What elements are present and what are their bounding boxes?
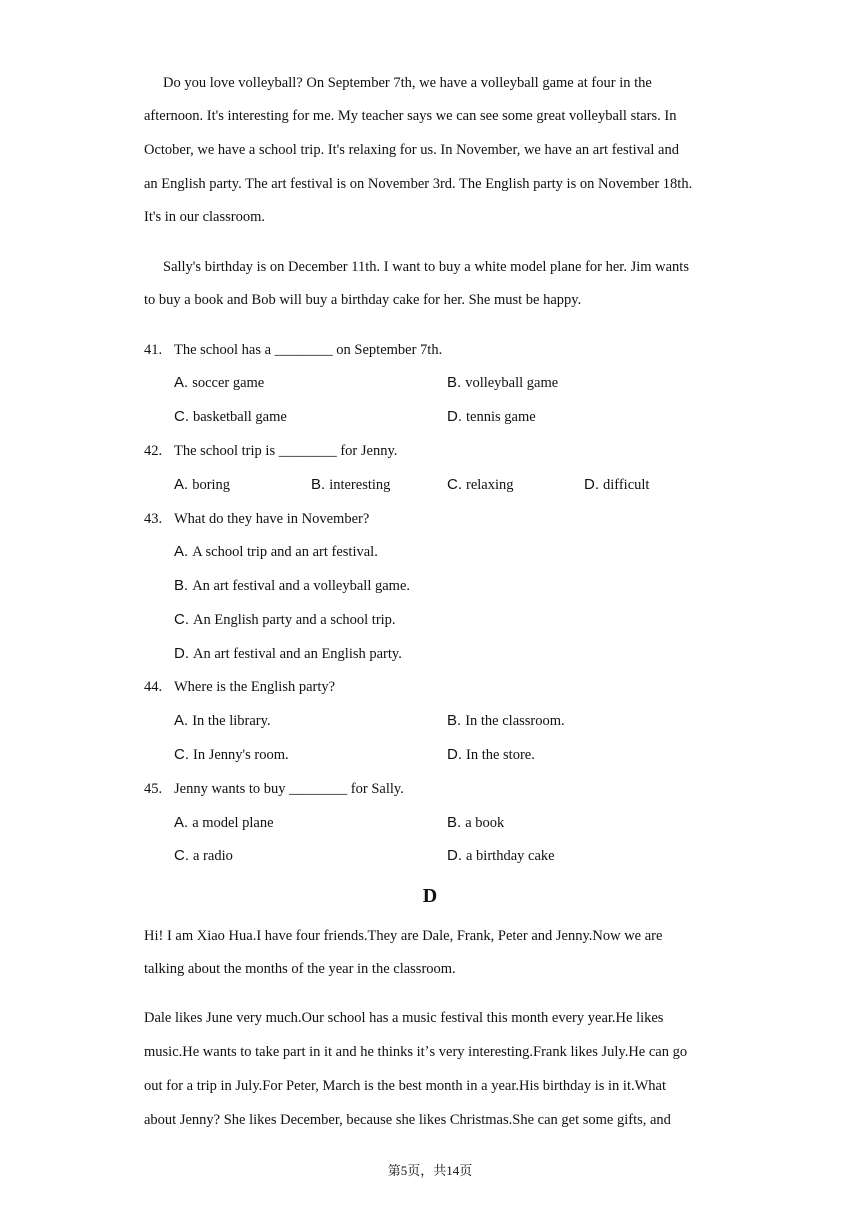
option-c: C. relaxing xyxy=(447,476,514,493)
option-b: B. volleyball game xyxy=(447,374,559,391)
text-line: talking about the months of the year in the classroom. xyxy=(144,961,456,977)
question-number: 44. xyxy=(144,679,163,695)
option-b: B. interesting xyxy=(311,476,391,493)
text-line: an English party. The art festival is on November 3rd. The English party is on November 18th. xyxy=(144,176,693,192)
text-line: Do you love volleyball? On September 7th, we have a volleyball game at four in the xyxy=(163,75,652,91)
option-c: C. a radio xyxy=(174,847,233,864)
option-d: D. In the store. xyxy=(447,746,535,763)
text-line: to buy a book and Bob will buy a birthday cake for her. She must be happy. xyxy=(144,292,582,308)
text-line: Dale likes June very much.Our school has a music festival this month every year.He likes xyxy=(144,1010,664,1026)
question-text: The school trip is ________ for Jenny. xyxy=(174,443,398,459)
text-line: afternoon. It's interesting for me. My teacher says we can see some great volleyball stars. In xyxy=(144,108,677,124)
option-a: A. soccer game xyxy=(174,374,265,391)
question-number: 41. xyxy=(144,342,163,358)
question-number: 42. xyxy=(144,443,163,459)
option-c: C. In Jenny's room. xyxy=(174,746,289,763)
option-d: D. An art festival and an English party. xyxy=(174,645,402,662)
question-number: 43. xyxy=(144,511,163,527)
text-line: about Jenny? She likes December, because she likes Christmas.She can get some gifts, and xyxy=(144,1112,671,1128)
option-a: A. A school trip and an art festival. xyxy=(174,543,378,560)
text-line: Sally's birthday is on December 11th. I want to buy a white model plane for her. Jim wants xyxy=(163,259,689,275)
option-c: C. basketball game xyxy=(174,408,287,425)
question-text: The school has a ________ on September 7th. xyxy=(174,342,443,358)
question-text: Where is the English party? xyxy=(174,679,336,695)
option-b: B. a book xyxy=(447,814,505,831)
option-a: A. In the library. xyxy=(174,712,271,729)
text-line: It's in our classroom. xyxy=(144,209,266,225)
option-d: D. a birthday cake xyxy=(447,847,555,864)
question-text: What do they have in November? xyxy=(174,511,370,527)
text-line: Hi! I am Xiao Hua.I have four friends.They are Dale, Frank, Peter and Jenny.Now we are xyxy=(144,928,663,944)
text-line: music.He wants to take part in it and he thinks itʼs very interesting.Frank likes July.He can go xyxy=(144,1044,688,1060)
page-footer: 第5页，共14页 xyxy=(387,1163,473,1178)
question-text: Jenny wants to buy ________ for Sally. xyxy=(174,781,404,797)
option-d: D. difficult xyxy=(584,476,650,493)
option-b: B. In the classroom. xyxy=(447,712,565,729)
text-line: out for a trip in July.For Peter, March is the best month in a year.His birthday is in it.What xyxy=(144,1078,666,1094)
option-b: B. An art festival and a volleyball game. xyxy=(174,577,411,594)
text-line: October, we have a school trip. It's relaxing for us. In November, we have an art festival and xyxy=(144,142,679,158)
option-a: A. boring xyxy=(174,476,231,493)
question-number: 45. xyxy=(144,781,163,797)
option-d: D. tennis game xyxy=(447,408,536,425)
option-a: A. a model plane xyxy=(174,814,274,831)
section-heading: D xyxy=(422,885,438,907)
option-c: C. An English party and a school trip. xyxy=(174,611,396,628)
